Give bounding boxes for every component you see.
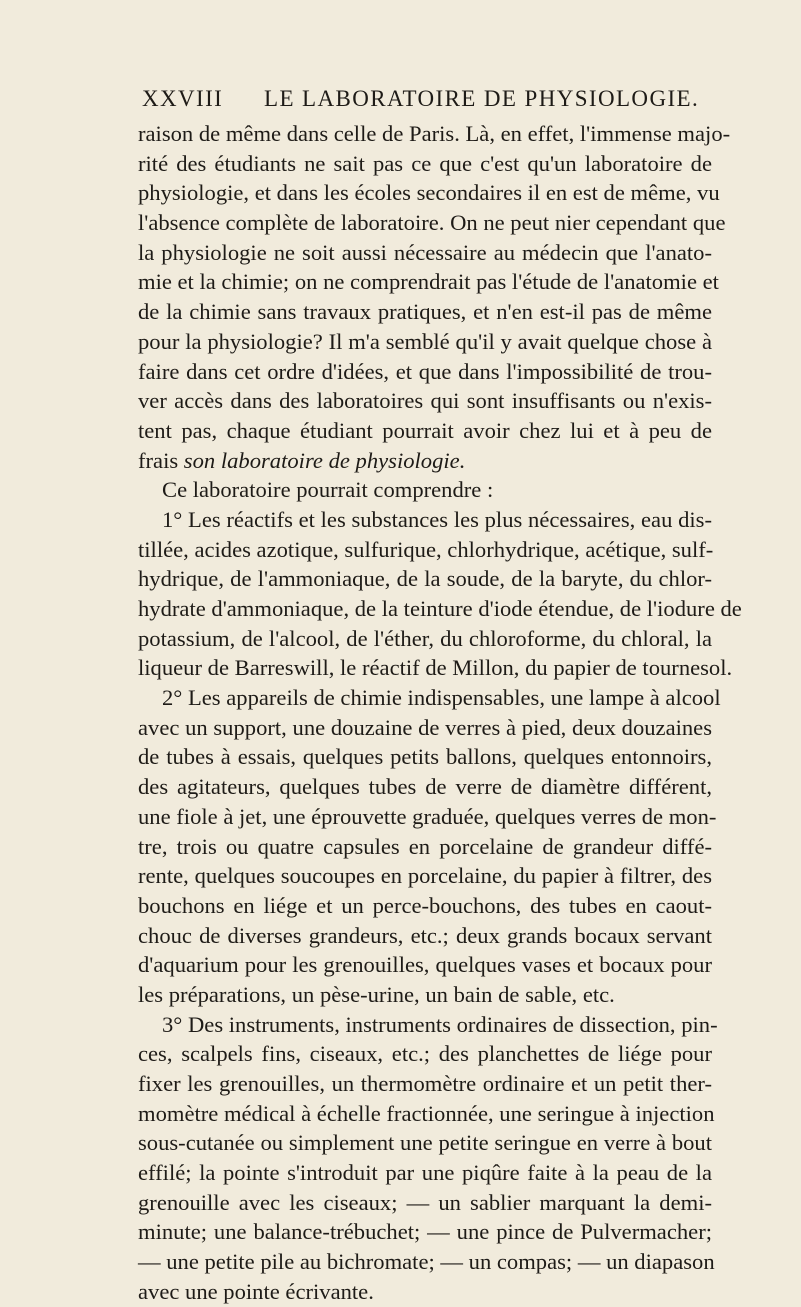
text-line-content: physiologie, et dans les écoles secondaires il en est de même, vu xyxy=(138,180,720,206)
text-line-content: des agitateurs, quelques tubes de verre de diamètre différent, xyxy=(138,774,712,800)
text-line xyxy=(138,742,712,772)
text-line xyxy=(138,1217,712,1247)
text-line xyxy=(138,891,712,921)
text-line xyxy=(138,1010,718,1040)
text-line xyxy=(138,921,712,951)
text-line xyxy=(138,802,717,832)
text-line xyxy=(138,1188,712,1218)
text-line-content: 2° Les appareils de chimie indispensables, une lampe à alcool xyxy=(162,685,721,711)
text-line-content: d'aquarium pour les grenouilles, quelques vases et bocaux pour xyxy=(138,952,712,978)
text-line-content: ver accès dans des laboratoires qui sont insuffisants ou n'exis- xyxy=(138,388,712,414)
text-line xyxy=(138,653,733,683)
text-line xyxy=(138,594,742,624)
text-line-content: tent pas, chaque étudiant pourrait avoir chez lui et à peu de xyxy=(138,417,712,443)
text-line-content: de tubes à essais, quelques petits ballons, quelques entonnoirs, xyxy=(138,744,712,770)
text-line xyxy=(138,267,719,297)
text-line-content: tre, trois ou quatre capsules en porcelaine de grandeur diffé- xyxy=(138,833,712,859)
text-line-content: avec un support, une douzaine de verres à pied, deux douzaines xyxy=(138,714,712,740)
text-line-content: chouc de diverses grandeurs, etc.; deux grands bocaux servant xyxy=(138,922,712,948)
text-line xyxy=(138,119,731,149)
text-line-content: les préparations, un pèse-urine, un bain de sable, etc. xyxy=(138,981,615,1007)
text-line-content: rente, quelques soucoupes en porcelaine, du papier à filtrer, des xyxy=(138,863,712,889)
text-line xyxy=(138,149,712,179)
page-header xyxy=(142,86,702,116)
text-line xyxy=(138,564,712,594)
text-line-content: fixer les grenouilles, un thermomètre ordinaire et un petit ther- xyxy=(138,1071,712,1096)
text-line-content: grenouille avec les ciseaux; — un sablier marquant la demi- xyxy=(138,1189,712,1215)
text-line xyxy=(138,1247,715,1277)
text-line-content: pour la physiologie? Il m'a semblé qu'il y avait quelque chose à xyxy=(138,328,712,354)
text-line xyxy=(138,1128,712,1158)
page-number: XXVIII xyxy=(142,86,224,111)
text-line-content: effilé; la pointe s'introduit par une piqûre faite à la peau de la xyxy=(138,1160,712,1186)
body-text xyxy=(138,119,742,1307)
text-line-content: minute; une balance-trébuchet; — une pince de Pulvermacher; xyxy=(138,1219,712,1245)
text-line-content: une fiole à jet, une éprouvette graduée, quelques verres de mon- xyxy=(138,803,717,829)
text-line xyxy=(138,1277,712,1307)
text-line xyxy=(138,297,712,327)
text-line xyxy=(138,832,712,862)
running-title: LE LABORATOIRE DE PHYSIOLOGIE. xyxy=(264,86,700,111)
text-line xyxy=(138,861,712,891)
text-line xyxy=(138,535,712,565)
text-line xyxy=(138,475,712,505)
text-line-content: la physiologie ne soit aussi nécessaire au médecin que l'anato- xyxy=(138,239,712,265)
text-line-content: Ce laboratoire pourrait comprendre : xyxy=(162,477,494,503)
text-line xyxy=(138,416,712,446)
text-line-content: de la chimie sans travaux pratiques, et n'en est-il pas de même xyxy=(138,299,712,325)
text-line xyxy=(138,505,712,535)
text-line-content: bouchons en liége et un perce-bouchons, des tubes en caout- xyxy=(138,892,712,918)
text-line-content: 1° Les réactifs et les substances les plus nécessaires, eau dis- xyxy=(162,506,712,532)
text-line-content: frais xyxy=(138,447,184,473)
text-line xyxy=(138,683,721,713)
text-line-content: l'absence complète de laboratoire. On ne peut nier cependant que xyxy=(138,210,726,236)
text-line-content: tillée, acides azotique, sulfurique, chlorhydrique, acétique, sulf- xyxy=(138,536,714,562)
text-line-content: 3° Des instruments, instruments ordinaires de dissection, pin- xyxy=(162,1011,718,1037)
text-line-content: rité des étudiants ne sait pas ce que c'est qu'un laboratoire de xyxy=(138,150,712,176)
text-line xyxy=(138,386,712,416)
text-line-content: faire dans cet ordre d'idées, et que dans l'impossibilité de trou- xyxy=(138,358,712,384)
italic-phrase: son laboratoire de physiologie. xyxy=(183,447,466,473)
text-line-content: sous-cutanée ou simplement une petite seringue en verre à bout xyxy=(138,1130,712,1156)
text-line xyxy=(138,1158,712,1188)
text-line-content: hydrate d'ammoniaque, de la teinture d'iode étendue, de l'iodure de xyxy=(138,596,742,621)
text-line-content: — une petite pile au bichromate; — un compas; — un diapason xyxy=(138,1249,715,1275)
text-line xyxy=(138,950,712,980)
text-line-content: avec une pointe écrivante. xyxy=(138,1278,374,1304)
text-line xyxy=(138,772,712,802)
text-line xyxy=(138,1069,712,1099)
text-line-content: potassium, de l'alcool, de l'éther, du chloroforme, du chloral, la xyxy=(138,625,712,651)
text-line xyxy=(138,624,712,654)
text-line xyxy=(138,357,712,387)
text-line-content: hydrique, de l'ammoniaque, de la soude, de la baryte, du chlor- xyxy=(138,566,712,592)
text-line xyxy=(138,327,712,357)
text-line-content: momètre médical à échelle fractionnée, une seringue à injection xyxy=(138,1100,715,1126)
text-line-content: raison de même dans celle de Paris. Là, en effet, l'immense majo- xyxy=(138,121,731,146)
text-line xyxy=(138,980,712,1010)
text-line xyxy=(138,208,726,238)
text-line xyxy=(138,238,712,268)
text-line-content: mie et la chimie; on ne comprendrait pas l'étude de l'anatomie et xyxy=(138,269,719,295)
text-line xyxy=(138,178,720,208)
text-line xyxy=(138,1099,715,1129)
text-line xyxy=(138,1039,712,1069)
text-line xyxy=(138,713,712,743)
text-line xyxy=(138,446,712,476)
text-line-content: liqueur de Barreswill, le réactif de Millon, du papier de tournesol. xyxy=(138,655,733,681)
text-line-content: ces, scalpels fins, ciseaux, etc.; des planchettes de liége pour xyxy=(138,1041,712,1067)
